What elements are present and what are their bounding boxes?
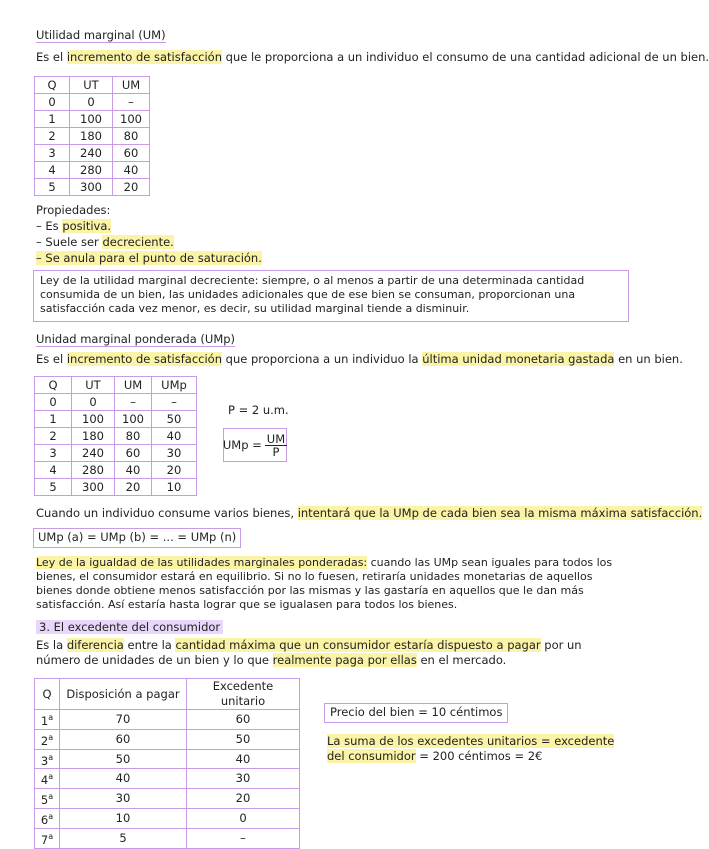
table-row: 5$^a$ 30 20: [35, 789, 300, 809]
table-row: 0 0 – –: [35, 394, 197, 411]
properties-title: Propiedades:: [36, 203, 111, 217]
section-title-excedente: 3. El excedente del consumidor: [36, 620, 223, 634]
table-row: 1 100 100: [35, 111, 150, 128]
price-box-cents: Precio del bien = 10 céntimos: [324, 703, 508, 723]
table-row: 5 300 20 10: [35, 479, 197, 496]
formula-box-ump: UMp = $\frac{UM}{P}$: [223, 428, 287, 462]
definition-ump: Es el incremento de satisfacción que proporciona a un individuo la última unidad monetaria gastada en un bien.: [36, 352, 683, 366]
equality-box: UMp (a) = UMp (b) = ... = UMp (n): [33, 528, 241, 548]
table-row: 2 180 80 40: [35, 428, 197, 445]
table-row: 3 240 60 30: [35, 445, 197, 462]
law-box-um-decreciente: Ley de la utilidad marginal decreciente: siempre, o al menos a partir de una determinada cantidad consumida de un bien, las unidades adicionales que de ese bien se consuman, proporcionan una satisfacción cada vez menor, es decir, su utilidad marginal tiende a disminuir.: [33, 270, 629, 322]
table-row: 1$^a$ 70 60: [35, 710, 300, 730]
table-row: 4 280 40 20: [35, 462, 197, 479]
price-label: P = 2 u.m.: [228, 403, 289, 417]
table-ump: [34, 376, 197, 496]
table-header-row: Q Disposición a pagar Excedente unitario: [35, 679, 300, 710]
table-row: 3$^a$ 50 40: [35, 749, 300, 769]
table-row: 5 300 20: [35, 179, 150, 196]
table-row: 2$^a$ 60 50: [35, 729, 300, 749]
definition-um: Es el incremento de satisfacción que le proporciona a un individuo el consumo de una cantidad adicional de un bien.: [36, 50, 709, 64]
table-row: 1 100 100 50: [35, 411, 197, 428]
table-row: 4$^a$ 40 30: [35, 769, 300, 789]
table-header-row: Q UT UM UMp: [35, 377, 197, 394]
fraction-um-over-p: $\frac{UM}{P}$: [266, 431, 286, 459]
table-row: 0 0 –: [35, 94, 150, 111]
sum-excedente: La suma de los excedentes unitarios = excedente del consumidor = 200 céntimos = 2€: [327, 734, 615, 763]
section-title-utilidad-marginal: Utilidad marginal (UM): [36, 28, 166, 42]
table-excedente: [34, 678, 300, 849]
definition-excedente: Es la diferencia entre la cantidad máxima que un consumidor estaría dispuesto a pagar por un número de unidades de un bien y lo que realmente paga por ellas en el mercado.: [36, 638, 582, 667]
law-equal-weighted-um: Ley de la igualdad de las utilidades marginales ponderadas: cuando las UMp sean iguales para todos los bienes, el consumidor estará en equilibrio. Si no lo fuesen, retiraría unidades monetarias de aquellos bienes donde obtiene menos satisfacción por las mismas y las gastaría en aquellos que le dan más satisfacción. Así estaría hasta lograr que se igualasen para todos los bienes.: [36, 556, 613, 611]
table-row: 4 280 40: [35, 162, 150, 179]
table-um: [34, 76, 150, 196]
table-row: 6$^a$ 10 0: [35, 809, 300, 829]
table-header-row: Q UT UM: [35, 77, 150, 94]
table-row: 3 240 60: [35, 145, 150, 162]
section-title-ump: Unidad marginal ponderada (UMp): [36, 332, 236, 346]
multiple-goods-line: Cuando un individuo consume varios bienes, intentará que la UMp de cada bien sea la misma máxima satisfacción.: [36, 506, 703, 520]
property-saturacion: – Se anula para el punto de saturación.: [36, 251, 262, 265]
table-row: 2 180 80: [35, 128, 150, 145]
property-decreciente: – Suele ser decreciente.: [36, 235, 174, 249]
table-row: 7$^a$ 5 –: [35, 828, 300, 848]
property-positiva: – Es positiva.: [36, 219, 112, 233]
